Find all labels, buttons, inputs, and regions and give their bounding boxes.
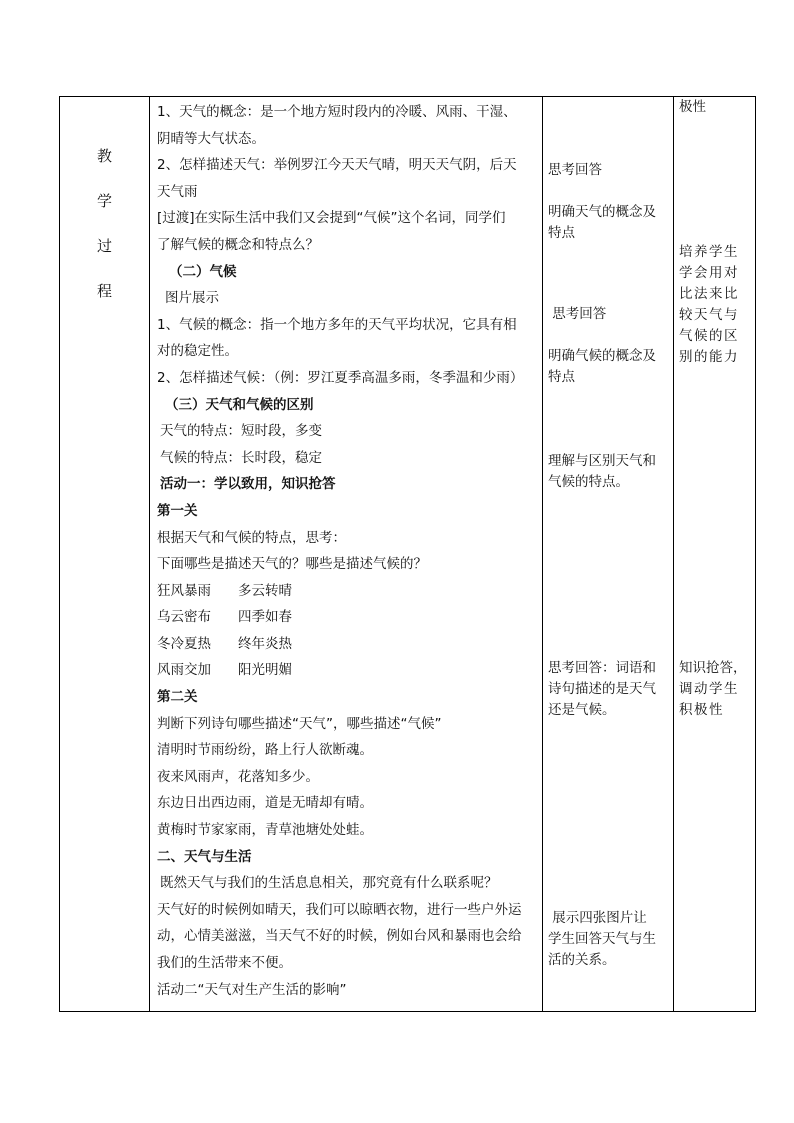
content-line: 黄梅时节家家雨，青草池塘处处蛙。 — [157, 822, 373, 839]
intent-note-line: 较天气与 — [679, 307, 739, 323]
intent-note-line: 学会用对 — [679, 265, 739, 281]
content-line: 第二关 — [157, 689, 198, 706]
content-line: 2、怎样描述气候：（例：罗江夏季高温多雨，冬季温和少雨） — [157, 369, 524, 386]
content-line: 夜来风雨声，花落知多少。 — [157, 768, 319, 785]
section-label-char: 过 — [96, 237, 112, 255]
section-label-char: 学 — [96, 192, 112, 210]
content-line: 气候的特点：长时段，稳定 — [160, 449, 322, 466]
content-line: 判断下列诗句哪些描述“天气”，哪些描述“气候” — [157, 715, 442, 732]
intent-note-line: 调动学生 — [679, 681, 739, 697]
table-divider — [149, 96, 150, 1012]
content-line: 根据天气和气候的特点，思考： — [157, 529, 346, 546]
content-line: 天气好的时候例如晴天，我们可以晾晒衣物，进行一些户外运 — [157, 901, 522, 918]
student-note-line: 活的关系。 — [548, 952, 616, 968]
intent-note — [679, 97, 706, 118]
content-line: 1、气候的概念：指一个地方多年的天气平均状况，它具有相 — [157, 316, 517, 333]
content-line: 既然天气与我们的生活息息相关，那究竟有什么联系呢？ — [160, 875, 498, 892]
table-divider — [673, 96, 674, 1012]
student-note — [548, 202, 656, 244]
content-line: 图片展示 — [165, 290, 219, 307]
content-line: 阴晴等大气状态。 — [157, 130, 265, 147]
student-note-line: 还是气候。 — [548, 702, 616, 718]
content-line: 狂风暴雨 多云转晴 — [157, 582, 292, 599]
content-line: 天气雨 — [157, 183, 198, 200]
intent-note — [679, 658, 747, 721]
intent-note-line: 别的能力 — [679, 349, 739, 365]
intent-note-line: 知识抢答， — [679, 660, 747, 676]
content-line: 东边日出西边雨，道是无晴却有晴。 — [157, 795, 373, 812]
content-line: 活动一：学以致用，知识抢答 — [160, 476, 336, 493]
intent-note-line: 极性 — [679, 99, 706, 115]
intent-note-line: 气候的区 — [679, 328, 739, 344]
content-line: （三）天气和气候的区别 — [165, 396, 314, 413]
intent-note-line: 积极性 — [679, 702, 724, 718]
intent-note-line: 比法来比 — [679, 286, 739, 302]
content-line: 乌云密布 四季如春 — [157, 609, 292, 626]
student-note-line: 特点 — [548, 369, 575, 385]
content-line: 清明时节雨纷纷，路上行人欲断魂。 — [157, 742, 373, 759]
student-note-line: 展示四张图片让 — [548, 910, 647, 926]
intent-note — [679, 242, 739, 368]
content-line: 动，心情美滋滋，当天气不好的时候，例如台风和暴雨也会给 — [157, 928, 522, 945]
student-note-line: 思考回答 — [548, 162, 602, 178]
student-note — [548, 160, 602, 181]
content-line: 2、怎样描述天气：举例罗江今天天气晴，明天天气阴，后天 — [157, 157, 517, 174]
student-note — [548, 908, 656, 971]
content-line: 了解气候的概念和特点么？ — [157, 236, 319, 253]
student-note — [548, 304, 606, 325]
student-note-line: 理解与区别天气和 — [548, 453, 656, 469]
student-note-line: 诗句描述的是天气 — [548, 681, 656, 697]
content-line: 第一关 — [157, 502, 198, 519]
student-note-line: 明确天气的概念及 — [548, 204, 656, 220]
student-note — [548, 658, 656, 721]
student-note — [548, 451, 656, 493]
content-line: 我们的生活带来不便。 — [157, 955, 292, 971]
student-note-line: 思考回答 — [548, 306, 607, 322]
content-line: 冬冷夏热 终年炎热 — [157, 635, 292, 652]
content-line: 活动二“天气对生产生活的影响” — [157, 981, 347, 998]
content-line: [过渡]在实际生活中我们又会提到“气候”这个名词，同学们 — [157, 210, 506, 227]
student-note-line: 学生回答天气与生 — [548, 931, 656, 947]
content-line: 1、天气的概念：是一个地方短时段内的冷暖、风雨、干湿、 — [157, 104, 517, 120]
section-label-char: 教 — [96, 147, 112, 165]
content-line: 二、天气与生活 — [157, 848, 252, 865]
table-divider — [542, 96, 543, 1012]
teaching-content — [157, 99, 537, 1003]
content-line: 风雨交加 阳光明媚 — [157, 662, 292, 679]
content-line: （二）气候 — [169, 263, 237, 280]
student-note-line: 特点 — [548, 225, 575, 241]
content-line: 天气的特点：短时段，多变 — [160, 423, 322, 440]
content-line: 下面哪些是描述天气的？哪些是描述气候的？ — [157, 556, 427, 573]
student-note-line: 明确气候的概念及 — [548, 348, 656, 364]
section-label-char: 程 — [96, 282, 112, 300]
content-line: 对的稳定性。 — [157, 343, 238, 360]
student-note-line: 气候的特点。 — [548, 474, 629, 490]
student-note-line: 思考回答：词语和 — [548, 660, 656, 676]
intent-note-line: 培养学生 — [679, 244, 739, 260]
student-note — [548, 346, 656, 388]
